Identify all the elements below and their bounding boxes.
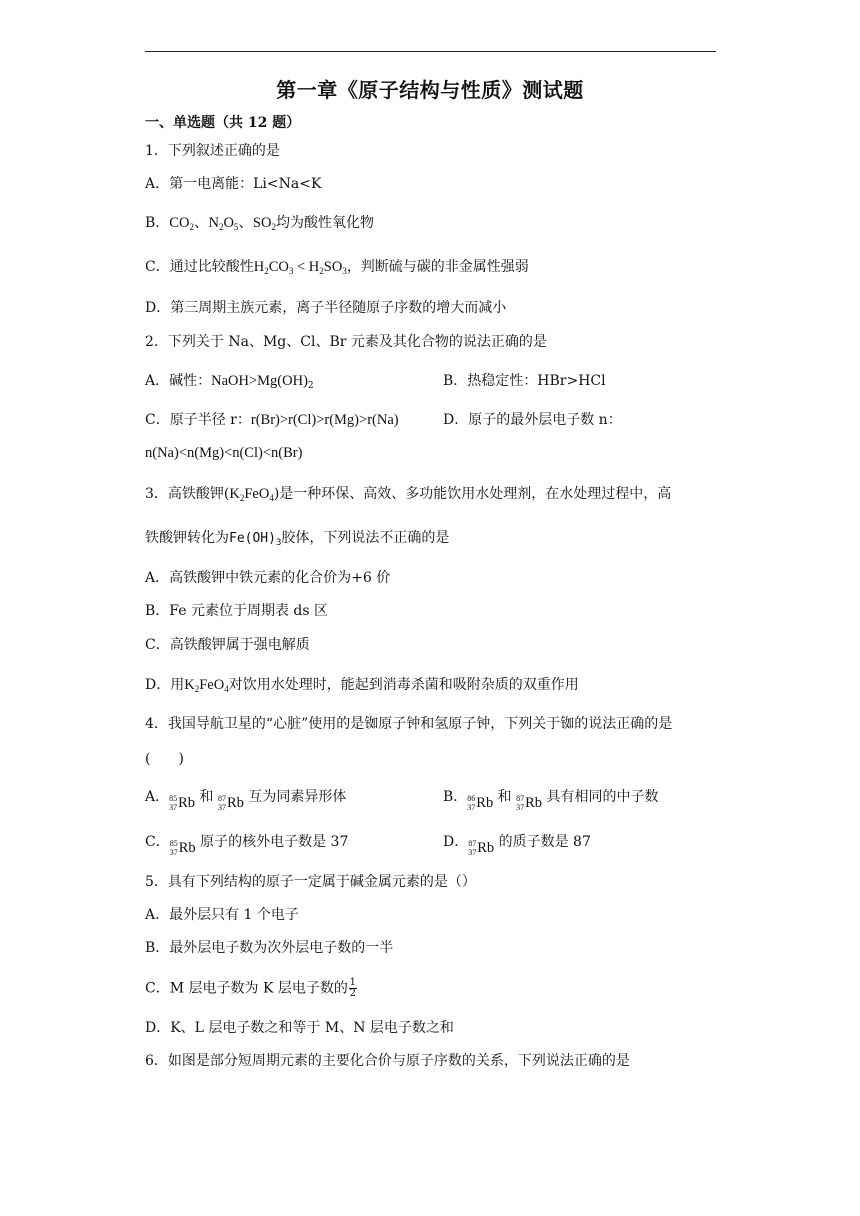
fraction-one-half: $\frac{1}{2}$ [349,977,357,999]
q6-stem: 6．如图是部分短周期元素的主要化合价与原子序数的关系，下列说法正确的是 [145,1053,630,1069]
q4-option-a: A． 85 37 Rb 和 87 37 Rb 互为同素异形体 [145,789,347,812]
q5-option-b: B．最外层电子数为次外层电子数的一半 [145,940,394,956]
q1-option-a: A．第一电离能：Li<Na<K [145,176,322,192]
q4-option-d: D． 87 37 Rb 的质子数是 87 [443,834,591,857]
q5-option-a: A．最外层只有 1 个电子 [145,907,299,923]
q1-stem: 1．下列叙述正确的是 [145,143,280,159]
q1-option-d: D．第三周期主族元素，离子半径随原子序数的增大而减小 [145,300,507,316]
nuclide-rb87: 87 37 Rb [468,839,495,857]
q3-option-b: B．Fe 元素位于周期表 ds 区 [145,603,329,619]
q1-option-c: C．通过比较酸性$H_2CO_3 < H_2SO_3$，判断硫与碳的非金属性强弱 [145,259,529,276]
section-heading: 一、单选题（共 12 题） [145,115,301,131]
nuclide-rb86: 86 37 Rb [467,794,494,812]
q2-option-a: A．碱性：$NaOH>Mg(OH)_2$ [145,373,314,391]
q2-stem: 2．下列关于 Na、Mg、Cl、Br 元素及其化合物的说法正确的是 [145,334,547,350]
q3-stem-line1: 3．高铁酸钾$(K_2FeO_4)$是一种环保、高效、多功能饮用水处理剂，在水处理过程中，高 [145,486,672,503]
q2-option-b: B．热稳定性：HBr>HCl [443,373,606,389]
q2-option-d-cont: n(Na)<n(Mg)<n(Cl)<n(Br) [145,445,303,461]
q3-hydroxide-formula: $Fe(OH)_3$ [229,531,282,548]
q5-option-d: D．K、L 层电子数之和等于 M、N 层电子数之和 [145,1020,454,1036]
q3-option-d: D．用$K_2FeO_4$对饮用水处理时，能起到消毒杀菌和吸附杂质的双重作用 [145,677,579,694]
nuclide-rb85: 85 37 Rb [169,794,196,812]
q5-stem: 5．具有下列结构的原子一定属于碱金属元素的是（） [145,874,476,890]
nuclide-rb87: 87 37 Rb [516,794,543,812]
q1-b-formula: $CO_2$、$N_2O_5$、$SO_2$ [169,215,276,232]
q4-option-b: B． 86 37 Rb 和 87 37 Rb 具有相同的中子数 [443,789,659,812]
q4-option-c: C． 85 37 Rb 原子的核外电子数是 37 [145,834,349,857]
q4-paren: ( ) [145,751,184,767]
nuclide-rb85: 85 37 Rb [169,839,196,857]
q3-option-c: C．高铁酸钾属于强电解质 [145,637,310,653]
nuclide-rb87: 87 37 Rb [217,794,244,812]
q1-c-formula: $H_2CO_3 < H_2SO_3$ [253,259,347,276]
q2-option-c: C．原子半径 r：r(Br)>r(Cl)>r(Mg)>r(Na) [145,412,399,428]
q3-d-formula: $K_2FeO_4$ [184,677,229,694]
q5-option-c: C．M 层电子数为 K 层电子数的 $\frac{1}{2}$ [145,977,357,999]
q3-formula: $K_2FeO_4$ [229,486,274,503]
q4-stem: 4．我国导航卫星的“心脏”使用的是铷原子钟和氢原子钟，下列关于铷的说法正确的是 [145,716,673,732]
q1-option-b: B．$CO_2$、$N_2O_5$、$SO_2$均为酸性氧化物 [145,215,374,232]
q2-option-d: D．原子的最外层电子数 n： [443,412,622,428]
q3-stem-line2: 铁酸钾转化为$Fe(OH)_3$胶体，下列说法不正确的是 [145,530,450,548]
page-title: 第一章《原子结构与性质》测试题 [276,78,584,102]
header-rule [145,51,716,52]
q3-option-a: A．高铁酸钾中铁元素的化合价为+6 价 [145,570,391,586]
